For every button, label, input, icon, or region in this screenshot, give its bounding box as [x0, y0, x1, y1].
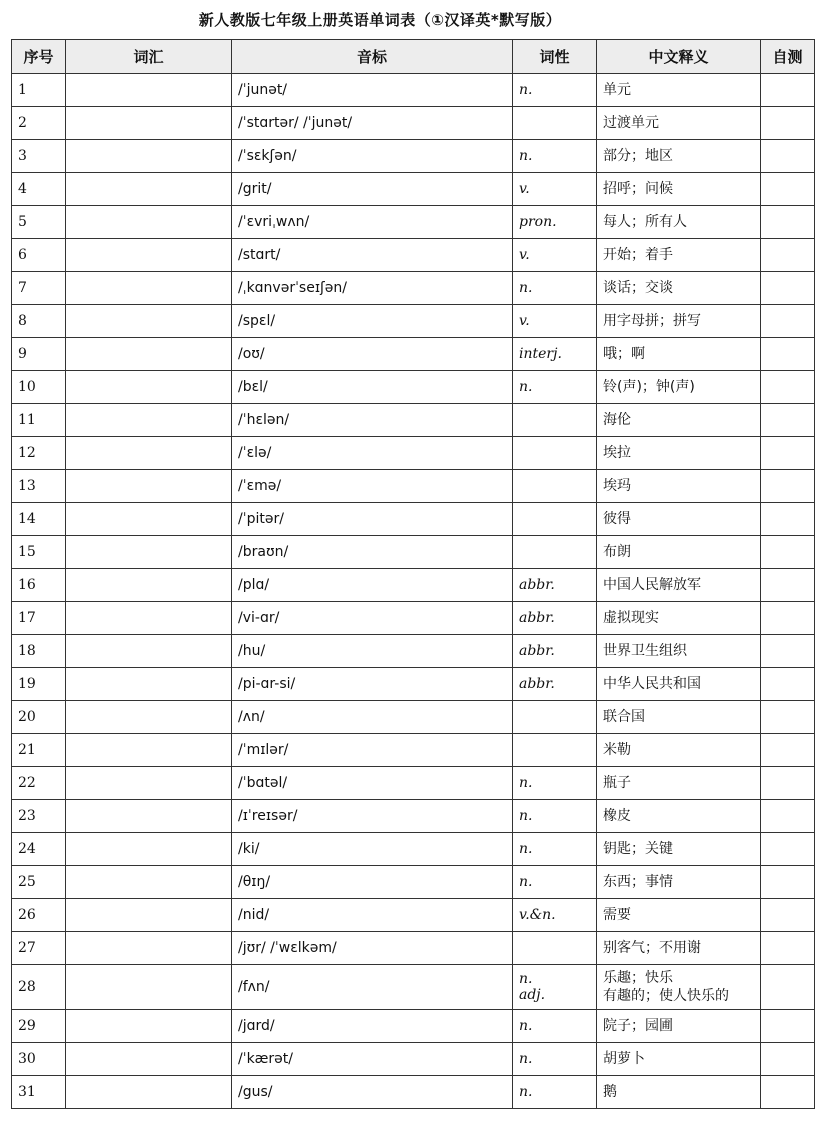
row-number: 13: [12, 470, 66, 503]
word-answer-cell[interactable]: [66, 272, 232, 305]
part-of-speech-cell: [513, 734, 597, 767]
part-of-speech-cell: [513, 701, 597, 734]
table-row: [12, 338, 815, 371]
table-row: [12, 668, 815, 701]
chinese-meaning-cell: [597, 239, 761, 272]
table-row: [12, 602, 815, 635]
phonetic-cell: /θɪŋ/: [232, 866, 513, 899]
phonetic-cell: /nid/: [232, 899, 513, 932]
word-answer-cell[interactable]: [66, 74, 232, 107]
chinese-meaning-cell-line: 埃玛: [603, 478, 631, 494]
row-number: 30: [12, 1043, 66, 1076]
table-row: [12, 635, 815, 668]
chinese-meaning-cell-line: 海伦: [603, 412, 631, 428]
word-answer-cell[interactable]: [66, 1010, 232, 1043]
part-of-speech-cell-line: n.: [519, 808, 533, 824]
self-test-cell[interactable]: [761, 635, 815, 668]
part-of-speech-cell: [513, 404, 597, 437]
part-of-speech-cell: [513, 74, 597, 107]
self-test-cell[interactable]: [761, 404, 815, 437]
header-phonetic: 音标: [232, 40, 513, 74]
phonetic-cell: /oʊ/: [232, 338, 513, 371]
part-of-speech-cell-line: v.: [519, 181, 530, 197]
chinese-meaning-cell-line: 过渡单元: [603, 115, 659, 131]
part-of-speech-cell: [513, 1076, 597, 1109]
chinese-meaning-cell: [597, 140, 761, 173]
page-title: 新人教版七年级上册英语单词表（①汉译英*默写版）: [198, 11, 562, 29]
self-test-cell[interactable]: [761, 74, 815, 107]
chinese-meaning-cell: [597, 701, 761, 734]
table-row: [12, 965, 815, 1010]
self-test-cell[interactable]: [761, 1076, 815, 1109]
self-test-cell[interactable]: [761, 833, 815, 866]
row-number: 23: [12, 800, 66, 833]
part-of-speech-cell-line: n.: [519, 775, 533, 791]
word-answer-cell[interactable]: [66, 173, 232, 206]
row-number: 6: [12, 239, 66, 272]
self-test-cell[interactable]: [761, 602, 815, 635]
vocabulary-table: [11, 39, 815, 1109]
table-row: [12, 767, 815, 800]
table-row: [12, 437, 815, 470]
chinese-meaning-cell: [597, 965, 761, 1010]
word-answer-cell[interactable]: [66, 107, 232, 140]
row-number: 12: [12, 437, 66, 470]
chinese-meaning-cell-line: 鹅: [603, 1084, 617, 1100]
self-test-cell[interactable]: [761, 239, 815, 272]
self-test-cell[interactable]: [761, 107, 815, 140]
chinese-meaning-cell-line: 有趣的；使人快乐的: [603, 988, 729, 1004]
row-number: 8: [12, 305, 66, 338]
chinese-meaning-cell-line: 中国人民解放军: [603, 577, 701, 593]
part-of-speech-cell: [513, 371, 597, 404]
self-test-cell[interactable]: [761, 305, 815, 338]
chinese-meaning-cell-line: 中华人民共和国: [603, 676, 701, 692]
part-of-speech-cell: [513, 602, 597, 635]
table-row: [12, 305, 815, 338]
part-of-speech-cell-line: abbr.: [519, 610, 555, 626]
self-test-cell[interactable]: [761, 206, 815, 239]
self-test-cell[interactable]: [761, 371, 815, 404]
row-number: 27: [12, 932, 66, 965]
chinese-meaning-cell: [597, 371, 761, 404]
row-number: 14: [12, 503, 66, 536]
chinese-meaning-cell-line: 铃(声)；钟(声): [603, 379, 695, 395]
phonetic-cell: /ˈsɛkʃən/: [232, 140, 513, 173]
phonetic-cell: /ˌkɑnvərˈseɪʃən/: [232, 272, 513, 305]
row-number: 10: [12, 371, 66, 404]
chinese-meaning-cell-line: 单元: [603, 82, 631, 98]
part-of-speech-cell-line: v.: [519, 247, 530, 263]
word-answer-cell[interactable]: [66, 305, 232, 338]
word-answer-cell[interactable]: [66, 371, 232, 404]
phonetic-cell: /vi-ɑr/: [232, 602, 513, 635]
chinese-meaning-cell: [597, 305, 761, 338]
part-of-speech-cell: [513, 140, 597, 173]
phonetic-cell: /ɪˈreɪsər/: [232, 800, 513, 833]
chinese-meaning-cell: [597, 932, 761, 965]
word-answer-cell[interactable]: [66, 1043, 232, 1076]
part-of-speech-cell: [513, 668, 597, 701]
phonetic-cell: /fʌn/: [232, 965, 513, 1010]
self-test-cell[interactable]: [761, 503, 815, 536]
table-row: [12, 569, 815, 602]
chinese-meaning-cell: [597, 602, 761, 635]
row-number: 7: [12, 272, 66, 305]
self-test-cell[interactable]: [761, 173, 815, 206]
word-answer-cell[interactable]: [66, 503, 232, 536]
chinese-meaning-cell: [597, 569, 761, 602]
self-test-cell[interactable]: [761, 338, 815, 371]
part-of-speech-cell-line: v.: [519, 313, 530, 329]
self-test-cell[interactable]: [761, 767, 815, 800]
chinese-meaning-cell-line: 东西；事情: [603, 874, 673, 890]
chinese-meaning-cell-line: 招呼；问候: [603, 181, 673, 197]
chinese-meaning-cell: [597, 74, 761, 107]
table-row: [12, 371, 815, 404]
word-answer-cell[interactable]: [66, 239, 232, 272]
part-of-speech-cell-line: n.: [519, 82, 533, 98]
word-answer-cell[interactable]: [66, 668, 232, 701]
phonetic-cell: /ˈɛmə/: [232, 470, 513, 503]
row-number: 11: [12, 404, 66, 437]
chinese-meaning-cell-line: 谈话；交谈: [603, 280, 673, 296]
chinese-meaning-cell-line: 埃拉: [603, 445, 631, 461]
table-row: [12, 107, 815, 140]
part-of-speech-cell: [513, 965, 597, 1010]
word-answer-cell[interactable]: [66, 437, 232, 470]
phonetic-cell: /ˈstɑrtər/ /ˈjunət/: [232, 107, 513, 140]
part-of-speech-cell: [513, 1010, 597, 1043]
self-test-cell[interactable]: [761, 800, 815, 833]
table-row: [12, 701, 815, 734]
table-row: [12, 206, 815, 239]
self-test-cell[interactable]: [761, 734, 815, 767]
table-row: [12, 1010, 815, 1043]
phonetic-cell: /ˈjunət/: [232, 74, 513, 107]
table-row: [12, 173, 815, 206]
phonetic-cell: /ʌn/: [232, 701, 513, 734]
header-chinese-meaning: 中文释义: [597, 40, 761, 74]
chinese-meaning-cell: [597, 338, 761, 371]
chinese-meaning-cell: [597, 107, 761, 140]
self-test-cell[interactable]: [761, 470, 815, 503]
part-of-speech-cell-line: abbr.: [519, 577, 555, 593]
phonetic-cell: /ˈhɛlən/: [232, 404, 513, 437]
phonetic-cell: /gus/: [232, 1076, 513, 1109]
part-of-speech-cell: [513, 866, 597, 899]
word-answer-cell[interactable]: [66, 734, 232, 767]
chinese-meaning-cell-line: 院子；园圃: [603, 1018, 673, 1034]
chinese-meaning-cell-line: 橡皮: [603, 808, 631, 824]
table-row: [12, 404, 815, 437]
row-number: 18: [12, 635, 66, 668]
self-test-cell[interactable]: [761, 932, 815, 965]
phonetic-cell: /ˈmɪlər/: [232, 734, 513, 767]
phonetic-cell: /spɛl/: [232, 305, 513, 338]
table-row: [12, 503, 815, 536]
table-row: [12, 734, 815, 767]
header-part-of-speech: 词性: [513, 40, 597, 74]
chinese-meaning-cell-line: 布朗: [603, 544, 631, 560]
phonetic-cell: /plɑ/: [232, 569, 513, 602]
part-of-speech-cell: [513, 635, 597, 668]
part-of-speech-cell: [513, 767, 597, 800]
part-of-speech-cell: [513, 569, 597, 602]
row-number: 21: [12, 734, 66, 767]
row-number: 1: [12, 74, 66, 107]
table-row: [12, 470, 815, 503]
word-answer-cell[interactable]: [66, 1076, 232, 1109]
part-of-speech-cell-line: pron.: [519, 214, 557, 230]
row-number: 29: [12, 1010, 66, 1043]
row-number: 16: [12, 569, 66, 602]
part-of-speech-cell: [513, 833, 597, 866]
part-of-speech-cell-line: abbr.: [519, 643, 555, 659]
word-answer-cell[interactable]: [66, 899, 232, 932]
row-number: 9: [12, 338, 66, 371]
part-of-speech-cell-line: v.&n.: [519, 907, 556, 923]
chinese-meaning-cell: [597, 1043, 761, 1076]
word-answer-cell[interactable]: [66, 767, 232, 800]
part-of-speech-cell-line: n.: [519, 874, 533, 890]
part-of-speech-cell-line: n.: [519, 971, 533, 987]
word-answer-cell[interactable]: [66, 404, 232, 437]
chinese-meaning-cell-line: 开始；着手: [603, 247, 673, 263]
part-of-speech-cell-line: n.: [519, 148, 533, 164]
chinese-meaning-cell-line: 乐趣；快乐: [603, 970, 673, 986]
chinese-meaning-cell-line: 需要: [603, 907, 631, 923]
part-of-speech-cell-line: n.: [519, 1051, 533, 1067]
header-self-test: 自测: [761, 40, 815, 74]
chinese-meaning-cell: [597, 668, 761, 701]
chinese-meaning-cell: [597, 833, 761, 866]
chinese-meaning-cell-line: 用字母拼；拼写: [603, 313, 701, 329]
table-row: [12, 899, 815, 932]
part-of-speech-cell-line: n.: [519, 841, 533, 857]
table-row: [12, 1043, 815, 1076]
word-answer-cell[interactable]: [66, 965, 232, 1010]
table-row: [12, 272, 815, 305]
phonetic-cell: /jɑrd/: [232, 1010, 513, 1043]
table-row: [12, 833, 815, 866]
chinese-meaning-cell-line: 彼得: [603, 511, 631, 527]
row-number: 25: [12, 866, 66, 899]
phonetic-cell: /pi-ɑr-si/: [232, 668, 513, 701]
chinese-meaning-cell: [597, 899, 761, 932]
part-of-speech-cell: [513, 800, 597, 833]
self-test-cell[interactable]: [761, 1043, 815, 1076]
row-number: 19: [12, 668, 66, 701]
phonetic-cell: /grit/: [232, 173, 513, 206]
part-of-speech-cell: [513, 503, 597, 536]
self-test-cell[interactable]: [761, 701, 815, 734]
table-row: [12, 866, 815, 899]
row-number: 17: [12, 602, 66, 635]
part-of-speech-cell: [513, 437, 597, 470]
chinese-meaning-cell: [597, 437, 761, 470]
chinese-meaning-cell: [597, 767, 761, 800]
chinese-meaning-cell-line: 部分；地区: [603, 148, 673, 164]
part-of-speech-cell: [513, 470, 597, 503]
chinese-meaning-cell: [597, 536, 761, 569]
word-answer-cell[interactable]: [66, 635, 232, 668]
chinese-meaning-cell-line: 胡萝卜: [603, 1051, 645, 1067]
self-test-cell[interactable]: [761, 536, 815, 569]
phonetic-cell: /stɑrt/: [232, 239, 513, 272]
table-header-row: [12, 40, 815, 74]
phonetic-cell: /jʊr/ /ˈwɛlkəm/: [232, 932, 513, 965]
row-number: 15: [12, 536, 66, 569]
phonetic-cell: /ˈɛvriˌwʌn/: [232, 206, 513, 239]
chinese-meaning-cell-line: 钥匙；关键: [603, 841, 673, 857]
row-number: 31: [12, 1076, 66, 1109]
part-of-speech-cell-line: n.: [519, 280, 533, 296]
chinese-meaning-cell: [597, 470, 761, 503]
header-word: 词汇: [66, 40, 232, 74]
part-of-speech-cell-line: abbr.: [519, 676, 555, 692]
chinese-meaning-cell-line: 哦；啊: [603, 346, 645, 362]
part-of-speech-cell-line: n.: [519, 1018, 533, 1034]
part-of-speech-cell: [513, 899, 597, 932]
table-body: [12, 74, 815, 1109]
chinese-meaning-cell-line: 别客气；不用谢: [603, 940, 701, 956]
part-of-speech-cell: [513, 305, 597, 338]
self-test-cell[interactable]: [761, 1010, 815, 1043]
chinese-meaning-cell: [597, 800, 761, 833]
part-of-speech-cell: [513, 536, 597, 569]
table-row: [12, 800, 815, 833]
part-of-speech-cell: [513, 272, 597, 305]
word-answer-cell[interactable]: [66, 206, 232, 239]
chinese-meaning-cell-line: 世界卫生组织: [603, 643, 687, 659]
chinese-meaning-cell: [597, 635, 761, 668]
row-number: 4: [12, 173, 66, 206]
phonetic-cell: /ˈpitər/: [232, 503, 513, 536]
chinese-meaning-cell-line: 瓶子: [603, 775, 631, 791]
self-test-cell[interactable]: [761, 272, 815, 305]
word-answer-cell[interactable]: [66, 866, 232, 899]
chinese-meaning-cell: [597, 173, 761, 206]
row-number: 22: [12, 767, 66, 800]
word-answer-cell[interactable]: [66, 338, 232, 371]
part-of-speech-cell: [513, 239, 597, 272]
word-answer-cell[interactable]: [66, 536, 232, 569]
word-answer-cell[interactable]: [66, 800, 232, 833]
table-row: [12, 932, 815, 965]
chinese-meaning-cell: [597, 206, 761, 239]
word-answer-cell[interactable]: [66, 701, 232, 734]
row-number: 20: [12, 701, 66, 734]
phonetic-cell: /ki/: [232, 833, 513, 866]
self-test-cell[interactable]: [761, 668, 815, 701]
header-number: 序号: [12, 40, 66, 74]
part-of-speech-cell: [513, 338, 597, 371]
word-answer-cell[interactable]: [66, 932, 232, 965]
word-answer-cell[interactable]: [66, 833, 232, 866]
chinese-meaning-cell: [597, 866, 761, 899]
part-of-speech-cell: [513, 1043, 597, 1076]
word-answer-cell[interactable]: [66, 140, 232, 173]
chinese-meaning-cell: [597, 404, 761, 437]
table-row: [12, 536, 815, 569]
part-of-speech-cell: [513, 206, 597, 239]
part-of-speech-cell: [513, 107, 597, 140]
row-number: 2: [12, 107, 66, 140]
table-row: [12, 239, 815, 272]
self-test-cell[interactable]: [761, 866, 815, 899]
phonetic-cell: /ˈkærət/: [232, 1043, 513, 1076]
chinese-meaning-cell: [597, 272, 761, 305]
row-number: 5: [12, 206, 66, 239]
row-number: 24: [12, 833, 66, 866]
table-row: [12, 1076, 815, 1109]
chinese-meaning-cell-line: 虚拟现实: [603, 610, 659, 626]
chinese-meaning-cell-line: 每人；所有人: [603, 214, 687, 230]
row-number: 3: [12, 140, 66, 173]
part-of-speech-cell-line: n.: [519, 379, 533, 395]
self-test-cell[interactable]: [761, 569, 815, 602]
chinese-meaning-cell: [597, 1076, 761, 1109]
phonetic-cell: /braʊn/: [232, 536, 513, 569]
phonetic-cell: /ˈbɑtəl/: [232, 767, 513, 800]
part-of-speech-cell: [513, 173, 597, 206]
table-row: [12, 74, 815, 107]
row-number: 26: [12, 899, 66, 932]
table-row: [12, 140, 815, 173]
self-test-cell[interactable]: [761, 140, 815, 173]
phonetic-cell: /bɛl/: [232, 371, 513, 404]
row-number: 28: [12, 965, 66, 1010]
part-of-speech-cell-line: interj.: [519, 346, 562, 362]
chinese-meaning-cell: [597, 1010, 761, 1043]
self-test-cell[interactable]: [761, 437, 815, 470]
self-test-cell[interactable]: [761, 965, 815, 1010]
self-test-cell[interactable]: [761, 899, 815, 932]
word-answer-cell[interactable]: [66, 602, 232, 635]
phonetic-cell: /hu/: [232, 635, 513, 668]
phonetic-cell: /ˈɛlə/: [232, 437, 513, 470]
chinese-meaning-cell-line: 联合国: [603, 709, 645, 725]
part-of-speech-cell-line: adj.: [519, 987, 546, 1003]
word-answer-cell[interactable]: [66, 470, 232, 503]
chinese-meaning-cell-line: 米勒: [603, 742, 631, 758]
part-of-speech-cell-line: n.: [519, 1084, 533, 1100]
word-answer-cell[interactable]: [66, 569, 232, 602]
chinese-meaning-cell: [597, 503, 761, 536]
part-of-speech-cell: [513, 932, 597, 965]
chinese-meaning-cell: [597, 734, 761, 767]
